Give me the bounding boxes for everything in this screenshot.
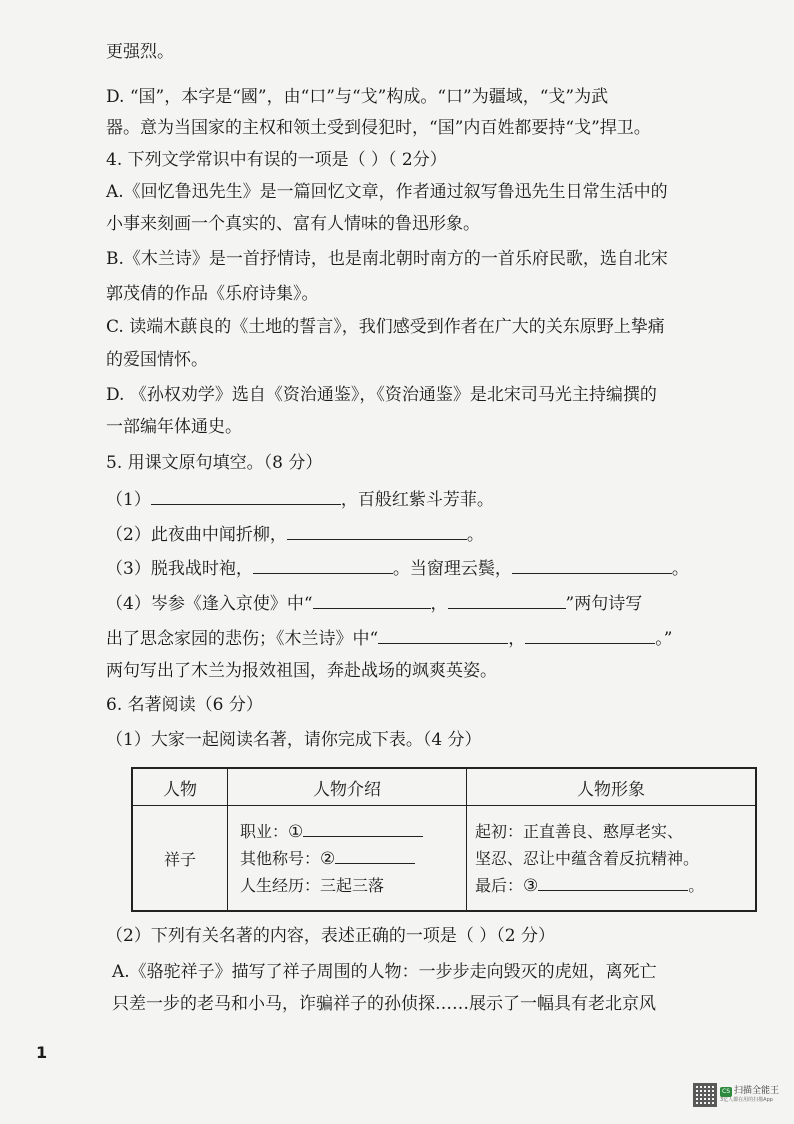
q5-item-2 — [106, 521, 484, 546]
intro-life: 人生经历：三起三落 — [240, 875, 385, 895]
q4-option-c-line2: 的爱国情怀。 — [106, 350, 208, 370]
question-5-title: 5. 用课文原句填空。（8 分） — [106, 453, 323, 473]
novel-character-table — [131, 767, 757, 912]
camscanner-logo-icon: CS — [722, 1088, 730, 1095]
q5-3-text: （3）脱我战时袍， — [106, 559, 253, 579]
q4-option-a-line2: 小事来刻画一个真实的、富有人情味的鲁迅形象。 — [106, 214, 480, 234]
q4-option-a-line1: A.《回忆鲁迅先生》是一篇回忆文章，作者通过叙写鲁迅先生日常生活中的 — [106, 182, 668, 202]
q5-4b-comma: ， — [508, 629, 526, 649]
scanner-watermark — [693, 1080, 779, 1110]
character-image-cell — [467, 806, 757, 912]
image-line-1: 起初：正直善良、憨厚老实、 — [475, 821, 684, 841]
option-d-line1: D. “国”，本字是“國”，由“口”与“戈”构成。“口”为疆域，“戈”为武 — [106, 87, 609, 107]
prev-question-tail: 更强烈。 — [106, 42, 174, 62]
table-header-character: 人物 — [132, 768, 228, 806]
q5-3-blank-2[interactable] — [512, 555, 672, 574]
q6-2-option-a-line1: A.《骆驼祥子》描写了祥子周围的人物：一步步走向毁灭的虎妞，离死亡 — [112, 962, 657, 982]
question-4-title: 4. 下列文学常识中有误的一项是（ ）（ 2分） — [106, 150, 447, 170]
q4-option-b-line1: B.《木兰诗》是一首抒情诗，也是南北朝时南方的一首乐府民歌，选自北宋 — [106, 249, 668, 269]
table-header-row — [132, 768, 756, 806]
q5-item-4b — [106, 625, 672, 650]
table-header-image: 人物形象 — [467, 768, 757, 806]
q5-2-end: 。 — [466, 525, 484, 545]
watermark-app-name: 扫描全能王 — [734, 1086, 780, 1096]
q5-2-blank[interactable] — [287, 521, 467, 540]
q5-4-comma: ， — [430, 594, 448, 614]
qr-code-icon — [693, 1083, 717, 1107]
job-blank[interactable] — [303, 818, 423, 837]
q5-4-text: （4）岑参《逢入京使》中“ — [106, 594, 313, 614]
table-row — [132, 806, 756, 912]
q5-item-3 — [106, 555, 689, 580]
watermark-subtitle: 3亿人都在用的扫描App — [720, 1097, 773, 1103]
q4-option-d-line2: 一部编年体通史。 — [106, 417, 242, 437]
q5-4b-blank-2[interactable] — [525, 625, 655, 644]
image-last: 最后：③ 。 — [475, 872, 755, 899]
q4-option-b-line2: 郭茂倩的作品《乐府诗集》。 — [106, 284, 319, 304]
q5-item-4 — [106, 590, 642, 615]
q4-option-c-line1: C. 读端木蕻良的《土地的誓言》，我们感受到作者在广大的关东原野上挚痛 — [106, 317, 665, 337]
q5-4-blank-2[interactable] — [448, 590, 566, 609]
q5-4-blank-1[interactable] — [313, 590, 431, 609]
q5-1-text: ，百般红紫斗芳菲。 — [340, 490, 494, 510]
image-line-2: 坚忍、忍让中蕴含着反抗精神。 — [475, 848, 700, 868]
intro-alias: 其他称号：② — [240, 845, 466, 872]
q5-item-1 — [106, 486, 494, 511]
page-number: 1 — [36, 1043, 48, 1062]
q5-4b-blank-1[interactable] — [378, 625, 508, 644]
q5-2-text: （2）此夜曲中闻折柳， — [106, 525, 287, 545]
character-intro-cell — [228, 806, 467, 912]
q5-1-label: （1） — [106, 490, 151, 510]
q6-2-prompt: （2）下列有关名著的内容，表述正确的一项是（ ）（2 分） — [106, 926, 555, 946]
table-header-intro: 人物介绍 — [228, 768, 467, 806]
character-name: 祥子 — [132, 806, 228, 912]
q5-3-end: 。 — [671, 559, 689, 579]
q6-1-prompt: （1）大家一起阅读名著，请你完成下表。（4 分） — [106, 730, 482, 750]
q5-4b-end: 。” — [655, 629, 673, 649]
q6-2-option-a-line2: 只差一步的老马和小马，诈骗祥子的孙侦探……展示了一幅具有老北京风 — [112, 994, 656, 1014]
q5-4b-text: 出了思念家园的悲伤；《木兰诗》中“ — [106, 629, 379, 649]
q5-3-blank-1[interactable] — [253, 555, 393, 574]
q5-4-end: ”两句诗写 — [565, 594, 643, 614]
q4-option-d-line1: D. 《孙权劝学》选自《资治通鉴》，《资治通鉴》是北宋司马光主持编撰的 — [106, 385, 657, 405]
option-d-line2: 器。意为当国家的主权和领土受到侵犯时，“国”内百姓都要持“戈”捍卫。 — [106, 118, 651, 138]
question-6-title: 6. 名著阅读（6 分） — [106, 695, 263, 715]
q5-item-4c: 两句写出了木兰为报效祖国，奔赴战场的飒爽英姿。 — [106, 661, 497, 681]
intro-job: 职业：① — [240, 818, 466, 845]
q5-3-mid: 。当窗理云鬓， — [392, 559, 512, 579]
q5-1-blank[interactable] — [151, 486, 341, 505]
image-last-blank[interactable] — [538, 872, 688, 891]
alias-blank[interactable] — [335, 845, 415, 864]
